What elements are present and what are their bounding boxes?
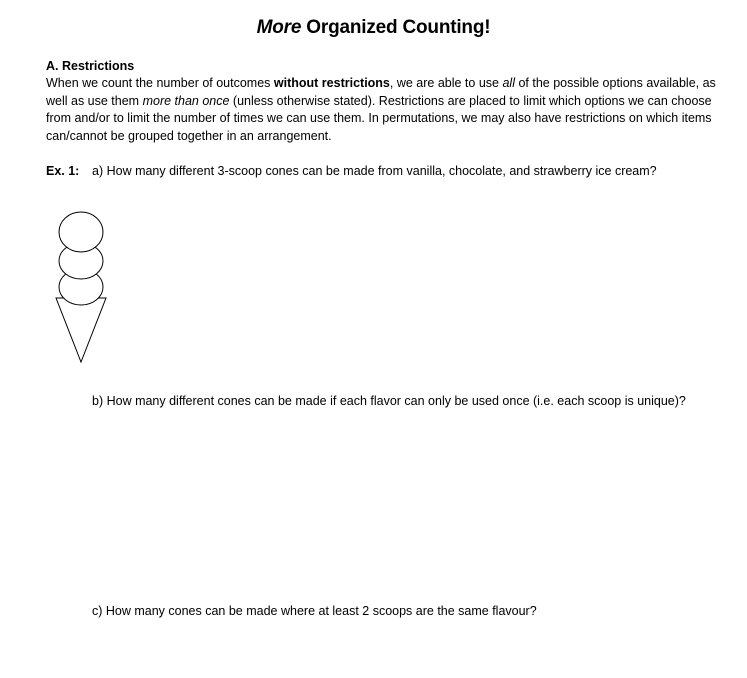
- section-heading-restrictions: A. Restrictions: [46, 59, 135, 73]
- page-title: [0, 16, 747, 40]
- question-b: b) How many different cones can be made if each flavor can only be used once (i.e. each scoop is unique)?: [92, 394, 686, 408]
- question-c: c) How many cones can be made where at least 2 scoops are the same flavour?: [92, 604, 537, 618]
- cone-shape: [56, 298, 106, 362]
- ice-cream-cone-illustration: [54, 206, 110, 366]
- scoop-top: [59, 212, 103, 252]
- question-a: a) How many different 3-scoop cones can be made from vanilla, chocolate, and strawberry ice cream?: [92, 164, 657, 178]
- paragraph-text-3: of the possible options available, as well as use them: [46, 76, 716, 108]
- paragraph-italic-more-than-once: more than once: [142, 93, 230, 108]
- paragraph-italic-all: all: [502, 76, 515, 90]
- paragraph-text-2: , we are able to use: [389, 76, 503, 90]
- restrictions-paragraph: [46, 75, 716, 145]
- title-italic-word: More: [256, 17, 302, 38]
- paragraph-text-1: When we count the number of outcomes: [46, 76, 274, 90]
- title-rest: Organized Counting!: [301, 17, 491, 38]
- paragraph-bold-without-restrictions: without restrictions: [273, 76, 390, 90]
- paragraph-text-4: (unless otherwise stated). Restrictions are placed to limit which options we can choose from and/or to limit the number of times we can use them. In permutations, we may also have restrictions on which items can/cannot be grouped together in an arrangement.: [46, 93, 712, 143]
- example-label: Ex. 1:: [46, 164, 80, 178]
